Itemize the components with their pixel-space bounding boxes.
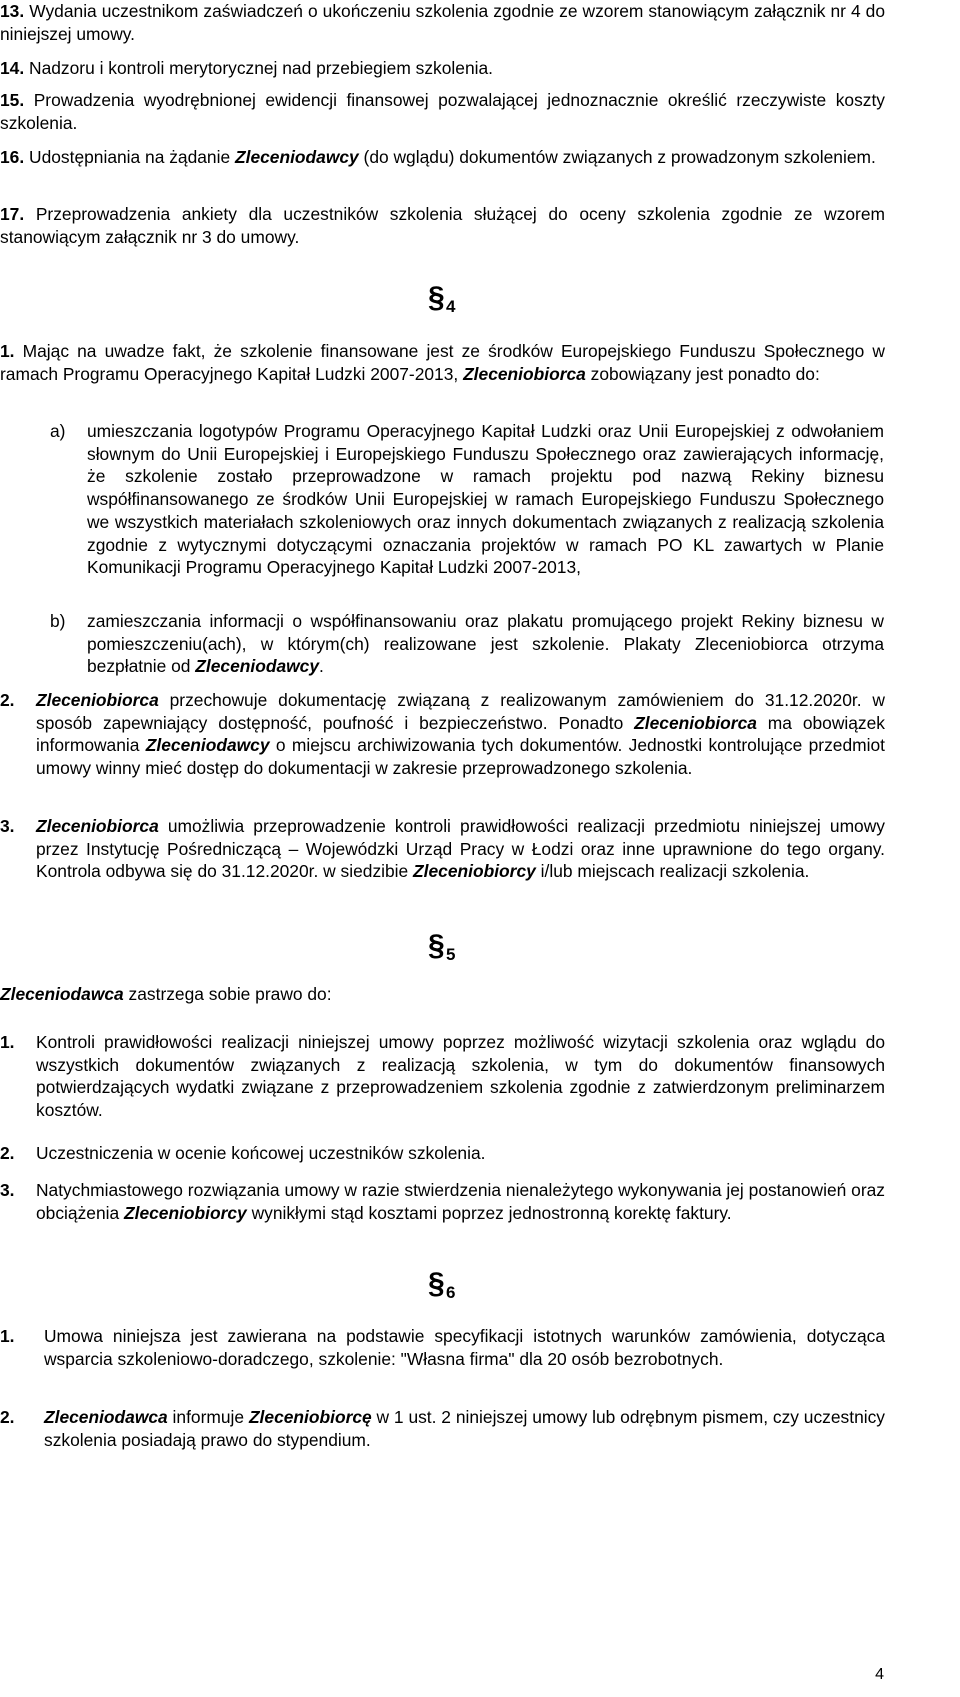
item-text: Przeprowadzenia ankiety dla uczestników szkolenia służącej do oceny szkolenia zgodnie ze wzorem stanowiącym załącznik nr 3 do umowy. <box>0 204 885 247</box>
list-item-14 <box>0 57 885 80</box>
item-number: 15. <box>0 90 25 110</box>
sub-label-a: a) <box>50 421 66 441</box>
para-text: wynikłymi stąd kosztami poprzez jednostronną korektę faktury. <box>246 1202 732 1223</box>
para-number: 3. <box>0 1180 15 1200</box>
sec4-sub-a: umieszczania logotypów Programu Operacyjnego Kapitał Ludzki oraz Unii Europejskiej z odwołaniem słownym do Unii Europejskiej i Europejskiego Funduszu Społecznego oraz zawierających informację, że szkolenie zostało przeprowadzone w ramach projektu pod nazwą Rekiny biznesu współfinansowanego ze środków Unii Europejskiej w ramach Europejskiego Funduszu Społecznego we wszystkich materiałach szkoleniowych oraz innych dokumentach związanych z realizacją szkolenia zgodnie z wytycznymi dotyczącymi oznaczania projektów w ramach PO KL zawartych w Planie Komunikacji Programu Operacyjnego Kapitał Ludzki 2007-2013, <box>87 421 884 578</box>
party-name: Zleceniobiorcy <box>413 861 536 882</box>
party-name: Zleceniobiorca <box>36 816 159 836</box>
para-text: i/lub miejscach realizacji szkolenia. <box>535 861 810 882</box>
sec5-para-3 <box>36 1179 885 1224</box>
section-number-4: 4 <box>446 297 456 316</box>
item-text: (do wglądu) dokumentów związanych z prowadzonym szkoleniem. <box>358 147 876 167</box>
party-name: Zleceniodawca <box>0 984 124 1004</box>
section-mark-5: § <box>428 929 445 962</box>
para-number: 1. <box>0 341 15 361</box>
party-name: Zleceniobiorca <box>463 363 586 384</box>
item-text: Prowadzenia wyodrębnionej ewidencji finansowej pozwalającej jednoznacznie określić rzeczywiste koszty szkolenia. <box>0 90 885 133</box>
sub-label-b: b) <box>50 611 66 631</box>
party-name: Zleceniodawca <box>44 1407 168 1427</box>
para-number: 1. <box>0 1326 15 1346</box>
item-number: 14. <box>0 58 25 78</box>
para-text: o miejscu archiwizowania tych dokumentów. Jednostki kontrolujące przedmiot umowy winny mieć dostęp do dokumentacji w zakresie przeprowadzonego szkolenia. <box>36 735 885 779</box>
party-name: Zleceniodawcy <box>234 147 359 167</box>
section-number-5: 5 <box>446 945 456 964</box>
para-text: Mając na uwadze fakt, że szkolenie finansowane jest ze środków Europejskiego Funduszu Społecznego w ramach Programu Operacyjnego Kapitał Ludzki 2007-2013, <box>0 341 885 384</box>
list-item-17 <box>0 203 885 248</box>
sec6-para-1: Umowa niniejsza jest zawierana na podstawie specyfikacji istotnych warunków zamówienia, dotycząca wsparcia szkoleniowo-doradczego, szkolenie: "Własna firma" dla 20 osób bezrobotnych. <box>44 1326 885 1369</box>
sec5-intro <box>0 983 885 1006</box>
item-text: Wydania uczestnikom zaświadczeń o ukończeniu szkolenia zgodnie ze wzorem stanowiącym załącznik nr 4 do niniejszej umowy. <box>0 1 885 44</box>
sec4-para-1 <box>0 340 885 385</box>
sec4-para-2 <box>36 689 885 780</box>
list-item-15 <box>0 89 885 134</box>
intro-text: zastrzega sobie prawo do: <box>123 984 332 1004</box>
para-text: informuje <box>167 1407 249 1427</box>
para-text: Natychmiastowego rozwiązania umowy w razie stwierdzenia nienależytego wykonywania jej postanowień oraz obciążenia <box>36 1180 885 1223</box>
party-name: Zleceniobiorca <box>634 712 757 733</box>
para-number: 1. <box>0 1032 15 1052</box>
party-name: Zleceniobiorcy <box>123 1202 247 1223</box>
para-number: 2. <box>0 690 15 710</box>
item-number: 17. <box>0 204 25 224</box>
list-item-16 <box>0 146 885 169</box>
item-text: Nadzoru i kontroli merytorycznej nad przebiegiem szkolenia. <box>29 58 493 78</box>
sec4-para-3 <box>36 815 885 883</box>
section-mark-6: § <box>428 1267 445 1300</box>
para-number: 3. <box>0 816 15 836</box>
sub-text: . <box>319 656 324 677</box>
section-number-6: 6 <box>446 1283 456 1302</box>
party-name: Zleceniobiorca <box>36 690 159 710</box>
para-text: zobowiązany jest ponadto do: <box>585 363 820 384</box>
sub-text: zamieszczania informacji o współfinansowaniu oraz plakatu promującego projekt Rekiny biznesu w pomieszczeniu(ach), w którym(ch) realizowane jest szkolenie. Plakaty Zleceniobiorca otrzyma bezpłatnie od <box>87 611 884 677</box>
para-text: umożliwia przeprowadzenie kontroli prawidłowości realizacji przedmiotu niniejszej umowy przez Instytucję Pośredniczącą – Wojewódzki Urząd Pracy w Łodzi oraz inne uprawnione do tego organy. Kontrola odbywa się do 31.12.2020r. w siedzibie <box>36 816 885 882</box>
para-text: przechowuje dokumentację związaną z realizowanym zamówieniem do 31.12.2020r. w sposób zapewniający dostępność, poufność i bezpieczeństwo. Ponadto <box>36 690 885 733</box>
section-mark-4: § <box>428 281 445 314</box>
para-number: 2. <box>0 1407 15 1427</box>
sec6-para-2 <box>44 1406 885 1451</box>
sec5-para-2: Uczestniczenia w ocenie końcowej uczestników szkolenia. <box>36 1143 486 1163</box>
party-name: Zleceniodawcy <box>195 656 320 677</box>
item-text: Udostępniania na żądanie <box>29 147 235 167</box>
page-number: 4 <box>875 1666 884 1683</box>
list-item-13 <box>0 0 885 45</box>
para-text: ma obowiązek informowania <box>36 712 885 756</box>
sec4-sub-b <box>87 610 884 678</box>
item-number: 13. <box>0 1 25 21</box>
para-number: 2. <box>0 1143 15 1163</box>
para-text: w 1 ust. 2 niniejszej umowy lub odrębnym pismem, czy uczestnicy szkolenia posiadają prawo do stypendium. <box>44 1407 885 1450</box>
party-name: Zleceniobiorcę <box>248 1407 372 1427</box>
party-name: Zleceniodawcy <box>145 735 270 756</box>
item-number: 16. <box>0 147 25 167</box>
sec5-para-1: Kontroli prawidłowości realizacji niniejszej umowy poprzez możliwość wizytacji szkolenia oraz wglądu do wszystkich dokumentów związanych z realizacją szkolenia, w tym do dokumentów finansowych potwierdzających wydatki związane z przeprowadzeniem szkolenia zgodnie z zatwierdzonym preliminarzem kosztów. <box>36 1032 885 1121</box>
